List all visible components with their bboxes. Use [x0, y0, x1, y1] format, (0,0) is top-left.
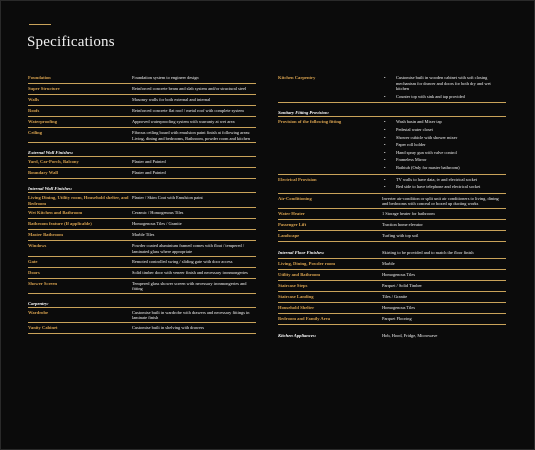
- spec-label: Vanity Cabinet: [28, 324, 58, 330]
- spec-value: Tiles / Granite: [382, 293, 408, 299]
- spec-section-heading: Internal Floor Finishes:: [278, 249, 325, 255]
- spec-row: [278, 231, 506, 242]
- spec-value: Traction home elevator: [382, 221, 423, 227]
- spec-label: Boundary Wall: [28, 170, 58, 176]
- spec-value: Turfing with top soil: [382, 232, 419, 238]
- spec-bullet-item: • Paper roll holder: [396, 142, 504, 148]
- spec-label: Provision of the following fitting: [278, 119, 342, 125]
- spec-bullet-list: [382, 74, 506, 101]
- spec-section-heading: Kitchen Appliances:: [278, 332, 317, 338]
- spec-row: [28, 117, 256, 128]
- spec-row: [278, 220, 506, 231]
- spec-label: Waterproofing: [28, 119, 58, 124]
- spec-label: Doors: [28, 269, 40, 275]
- spec-value: Plaster / Skim Coat with Emulsion paint: [132, 195, 203, 201]
- spec-row: [28, 279, 256, 294]
- spec-row: [28, 268, 256, 279]
- spec-row: [28, 84, 256, 95]
- spec-value: 1 Storage heater for bathroom: [382, 210, 435, 216]
- spec-bullet-item: • Counter top with sink and tap provided: [396, 94, 504, 100]
- spec-value: Customise built in shelving with drawers: [132, 324, 205, 330]
- spec-table-right: [278, 73, 506, 341]
- spec-row: [28, 257, 256, 268]
- spec-table-left: [28, 73, 256, 334]
- spec-label: Staircase Landing: [278, 293, 314, 299]
- spec-row: [278, 270, 506, 281]
- spec-row: [278, 73, 506, 103]
- spec-bullet-item: • Hand spray gun with valve control: [396, 150, 504, 156]
- spec-label: Shower Screen: [28, 280, 58, 286]
- spec-value: Parquet Flooring: [382, 315, 412, 321]
- spec-row: [278, 314, 506, 325]
- spec-value: Remoted controlled swing / sliding gate with door access: [132, 258, 233, 264]
- spec-label: Electrical Provision: [278, 176, 317, 182]
- spec-row: [28, 95, 256, 106]
- spec-value: Plaster and Painted: [132, 159, 166, 165]
- spec-label: Landscape: [278, 232, 300, 238]
- spec-row: [278, 175, 506, 194]
- spec-label: Bedroom and Family Area: [278, 315, 331, 321]
- spec-label: Air-Conditioning: [278, 195, 312, 201]
- spec-row: [28, 323, 256, 334]
- spec-bullet-item: • Bed side to have telephone and electrical socket: [396, 184, 504, 190]
- spec-value: Homogenous Tiles / Granite: [132, 221, 182, 227]
- spec-value: Foundation system to engineer design: [132, 75, 199, 80]
- spec-bullet-item: • Shower cubicle with shower mixer: [396, 135, 504, 141]
- spec-value: Powder coated aluminium framed comes with float / tempered / laminated glass where appropriate: [132, 243, 245, 254]
- spec-label: Yard, Car-Porch, Balcony: [28, 159, 79, 165]
- spec-value: Solid timber door with veneer finish and necessary ironmongeries: [132, 269, 248, 275]
- spec-label: Wardrobe: [28, 309, 49, 315]
- spec-label: Wet Kitchen and Bathroom: [28, 210, 83, 216]
- spec-value: Skirting to be provided and to match the floor finish: [382, 249, 474, 255]
- spec-label: Windows: [28, 243, 47, 249]
- spec-bullet-item: • Frameless Mirror: [396, 157, 504, 163]
- spec-label: Walls: [28, 97, 39, 102]
- spec-row: [278, 117, 506, 174]
- spec-bullet-item: • Bathtub (Only for master bathroom): [396, 165, 504, 171]
- spec-row: [28, 73, 256, 84]
- spec-row: [28, 230, 256, 241]
- spec-value: Marble Tiles: [132, 232, 155, 238]
- spec-section-heading: External Wall Finishes:: [28, 143, 256, 157]
- spec-bullet-item: • Wash basin and Mixer tap: [396, 119, 504, 125]
- spec-label: Roofs: [28, 108, 40, 113]
- spec-label: Super Structure: [28, 86, 60, 91]
- spec-row: [28, 168, 256, 179]
- spec-bullet-item: • Pedestal water closet: [396, 127, 504, 133]
- spec-bullet-item: • TV walls to have data, tv and electrical socket: [396, 177, 504, 183]
- spec-label: Ceiling: [28, 130, 43, 135]
- spec-section-heading: Carpentry:: [28, 294, 256, 308]
- spec-value: Customise built in wardrobe with drawers and necessary fittings in laminate finish: [132, 309, 250, 321]
- spec-row: [278, 303, 506, 314]
- spec-label: Household Shelter: [278, 304, 315, 310]
- spec-row: [28, 193, 256, 208]
- spec-row: [28, 241, 256, 256]
- spec-row: [278, 281, 506, 292]
- spec-section-heading: Internal Wall Finishes:: [28, 179, 256, 193]
- spec-value: Reinforced concrete beam and slab system and/or structural steel: [132, 86, 247, 91]
- spec-label: Gate: [28, 258, 38, 264]
- spec-row: [278, 209, 506, 220]
- spec-row: [278, 259, 506, 270]
- spec-row: [28, 308, 256, 323]
- spec-label: Passenger Lift: [278, 221, 307, 227]
- spec-label: Staircase Steps: [278, 282, 308, 288]
- spec-value: Parquet / Solid Timber: [382, 282, 422, 288]
- title-accent-line: [29, 24, 51, 25]
- spec-row: [28, 128, 256, 143]
- spec-label: Water Heater: [278, 210, 305, 216]
- page-title: Specifications: [27, 34, 115, 50]
- spec-value: Homogenous Tiles: [382, 271, 416, 277]
- spec-value: Hob, Hood, Fridge, Microwave: [382, 332, 438, 338]
- spec-row: [28, 208, 256, 219]
- spec-value: Inverter air-condition or split unit air conditioners to living, dining and bedrooms with conceal or boxed up ducting works: [382, 195, 499, 207]
- spec-value: Marble: [382, 260, 395, 266]
- spec-value: Fibrous ceiling board with emulsion paint finish at following areas: Living, dining and bedrooms, Bathroom, powder room and kitchen: [132, 130, 251, 141]
- spec-label: Utility and Bathroom: [278, 271, 321, 277]
- spec-label: Bathroom feature (If applicable): [28, 221, 92, 227]
- spec-section-heading: Sanitary Fitting Provision:: [278, 103, 506, 117]
- spec-section-row: [278, 325, 506, 341]
- spec-section-row: [278, 242, 506, 259]
- spec-row: [278, 194, 506, 209]
- spec-row: [28, 106, 256, 117]
- spec-value: Masonry walls for both external and internal: [132, 97, 211, 102]
- spec-label: Living Dining, Utility room, Household shelter, and Bedroom: [28, 195, 129, 206]
- spec-bullet-item: • Customise built in wooden cabinet with soft closing mechanism for drawer and doors for both dry and wet kitchen: [396, 75, 504, 92]
- spec-bullet-list: [382, 118, 506, 172]
- spec-value: Reinforced concrete flat roof / metal roof with complete system: [132, 108, 244, 113]
- spec-value: Tempered glass shower screen with necessary ironmongeries and fitting: [132, 280, 247, 292]
- spec-value: Ceramic / Homogenous Tiles: [132, 210, 184, 216]
- spec-value: Approved waterproofing system with warranty at wet area: [132, 119, 235, 124]
- spec-label: Living, Dining, Powder room: [278, 260, 336, 266]
- spec-bullet-list: [382, 176, 506, 192]
- spec-row: [278, 292, 506, 303]
- spec-label: Foundation: [28, 75, 51, 80]
- spec-row: [28, 157, 256, 168]
- spec-label: Kitchen Carpentry: [278, 75, 316, 80]
- spec-label: Master Bathroom: [28, 232, 63, 238]
- spec-row: [28, 219, 256, 230]
- spec-value: Homogenous Tiles: [382, 304, 416, 310]
- spec-value: Plaster and Painted: [132, 170, 166, 176]
